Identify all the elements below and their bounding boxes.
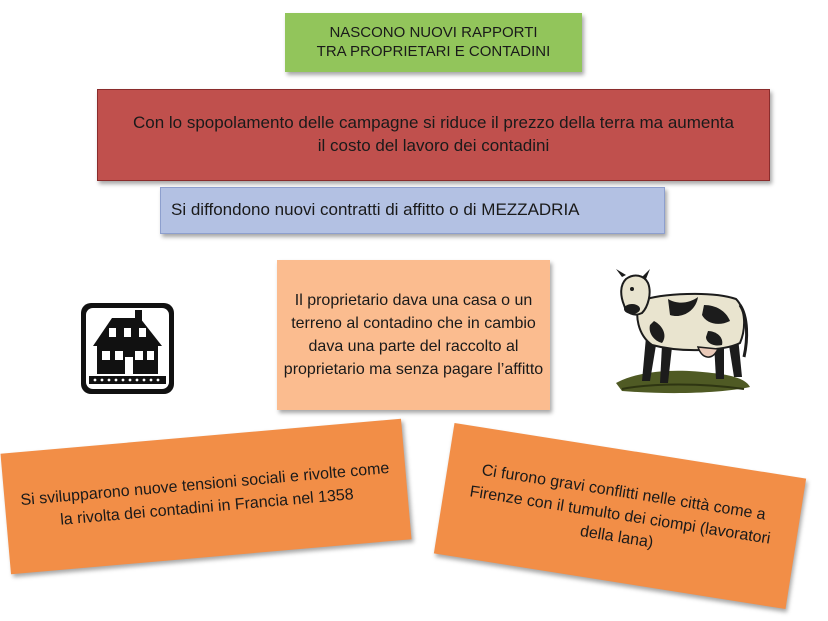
right-box-text: Ci furono gravi conflitti nelle città come a Firenze con il tumulto dei ciompi (lavoratori della lana) [468,462,772,552]
house-icon [80,302,175,395]
cow-icon [612,265,752,400]
blue-box [160,187,665,234]
title-line-2: TRA PROPRIETARI E CONTADINI [316,42,551,60]
left-box [0,419,411,575]
red-box-text: Con lo spopolamento delle campagne si riduce il prezzo della terra ma aumenta il costo del lavoro dei contadini [132,113,734,155]
right-box [434,423,806,609]
left-box-text: Si svilupparono nuove tensioni sociali e rivolte come la rivolta dei contadini in Francia nel 1358 [19,460,390,529]
title-box [285,13,582,72]
red-box [97,89,770,181]
blue-box-text: Si diffondono nuovi contratti di affitto o di MEZZADRIA [171,200,580,220]
center-box [277,260,550,410]
title-line-1: NASCONO NUOVI RAPPORTI [329,23,538,41]
center-box-text: Il proprietario dava una casa o un terreno al contadino che in cambio dava una parte del raccolto al proprietario ma senza pagare l’affitto [283,291,544,379]
